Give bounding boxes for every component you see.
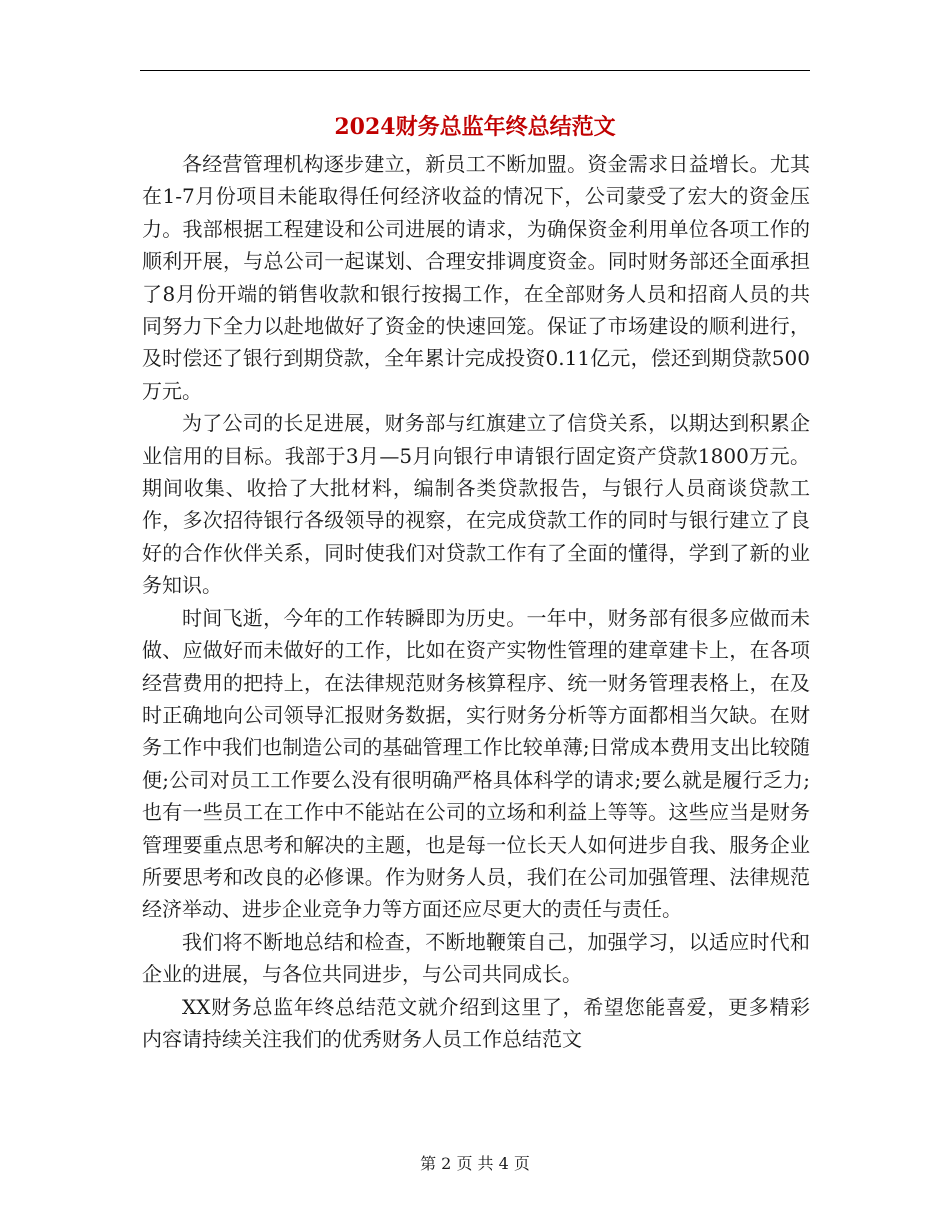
page-number-footer: 第 2 页 共 4 页	[420, 1154, 530, 1173]
paragraph-3: 时间飞逝，今年的工作转瞬即为历史。一年中，财务部有很多应做而未做、应做好而未做好的工作，比如在资产实物性管理的建章建卡上，在各项经营费用的把持上，在法律规范财务核算程序、统一财务管理表格上，在及时正确地向公司领导汇报财务数据，实行财务分析等方面都相当欠缺。在财务工作中我们也制造公司的基础管理工作比较单薄;日常成本费用支出比较随便;公司对员工工作要么没有很明确严格具体科学的请求;要么就是履行乏力;也有一些员工在工作中不能站在公司的立场和利益上等等。这些应当是财务管理要重点思考和解决的主题，也是每一位长天人如何进步自我、服务企业所要思考和改良的必修课。作为财务人员，我们在公司加强管理、法律规范经济举动、进步企业竞争力等方面还应尽更大的责任与责任。	[142, 605, 810, 922]
document-body	[142, 148, 810, 1055]
header-rule	[140, 70, 810, 71]
paragraph-4: 我们将不断地总结和检查，不断地鞭策自己，加强学习，以适应时代和企业的进展，与各位共同进步，与公司共同成长。	[142, 929, 810, 987]
paragraph-5: XX财务总监年终总结范文就介绍到这里了，希望您能喜爱，更多精彩内容请持续关注我们的优秀财务人员工作总结范文	[142, 994, 810, 1051]
document-title: 2024财务总监年终总结范文	[334, 114, 616, 140]
paragraph-2: 为了公司的长足进展，财务部与红旗建立了信贷关系，以期达到积累企业信用的目标。我部于3月—5月向银行申请银行固定资产贷款1800万元。期间收集、收拾了大批材料，编制各类贷款报告，与银行人员商谈贷款工作，多次招待银行各级领导的视察，在完成贷款工作的同时与银行建立了良好的合作伙伴关系，同时使我们对贷款工作有了全面的懂得，学到了新的业务知识。	[142, 411, 810, 598]
paragraph-1: 各经营管理机构逐步建立，新员工不断加盟。资金需求日益增长。尤其在1-7月份项目未能取得任何经济收益的情况下，公司蒙受了宏大的资金压力。我部根据工程建设和公司进展的请求，为确保资金利用单位各项工作的顺利开展，与总公司一起谋划、合理安排调度资金。同时财务部还全面承担了8月份开端的销售收款和银行按揭工作，在全部财务人员和招商人员的共同努力下全力以赴地做好了资金的快速回笼。保证了市场建设的顺利进行，及时偿还了银行到期贷款，全年累计完成投资0.11亿元，偿还到期贷款500万元。	[142, 152, 810, 403]
